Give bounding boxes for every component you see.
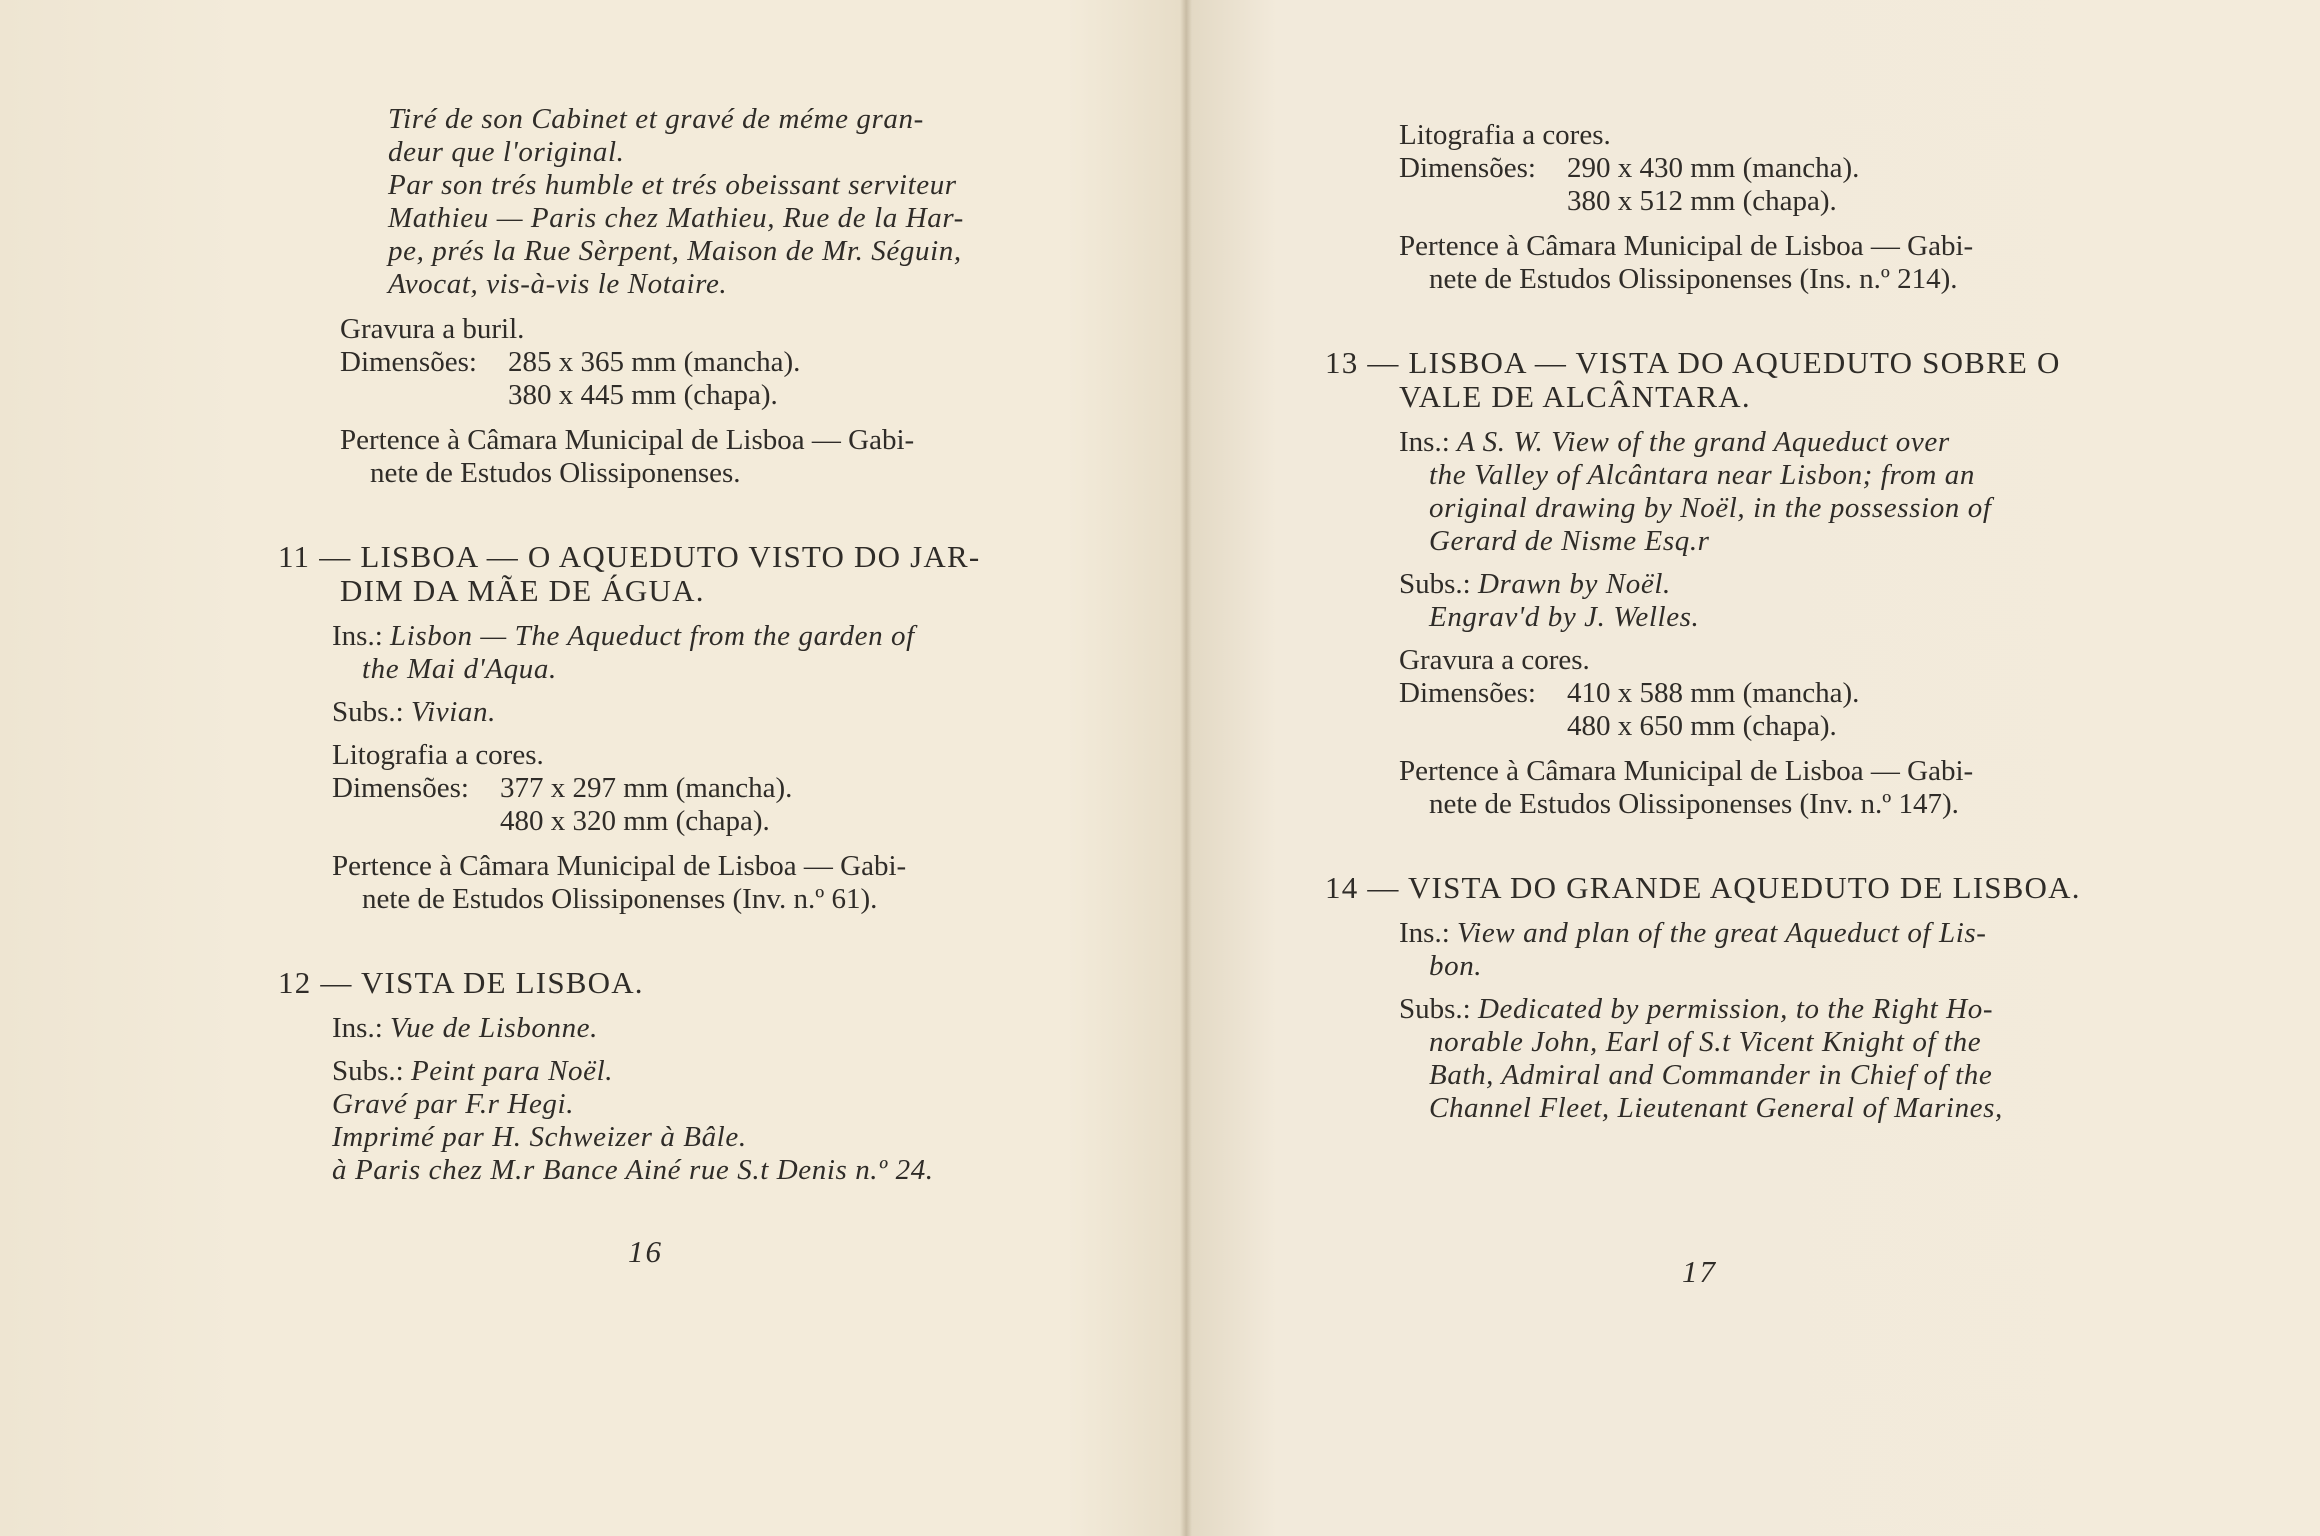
entry-title-line: DIM DA MÃE DE ÁGUA.	[340, 573, 705, 608]
catalogue-entry-13	[1325, 346, 2087, 821]
ins-text: the Valley of Alcântara near Lisbon; from an	[1429, 459, 1975, 491]
catalogue-entry-11	[278, 540, 1040, 916]
owner-line: Pertence à Câmara Municipal de Lisboa — Gabi-	[340, 424, 915, 456]
ins-text: A S. W. View of the grand Aqueduct over	[1457, 426, 1950, 458]
catalogue-entry-12	[278, 966, 1040, 1187]
subs-text: Vivian.	[410, 696, 496, 728]
dimension-mancha: 290 x 430 mm (mancha).	[1567, 152, 1860, 184]
entry-title: VISTA DO GRANDE AQUEDUTO DE LISBOA.	[1407, 870, 2081, 905]
intro-inscription	[340, 103, 1040, 301]
right-page-text	[1325, 119, 2087, 1125]
book-gutter	[1180, 0, 1192, 1536]
subs-text: Gravé par F.r Hegi.	[332, 1088, 575, 1120]
entry-title-line: LISBOA — VISTA DO AQUEDUTO SOBRE O	[1408, 345, 2061, 380]
dimensions	[1399, 677, 2087, 710]
dimension-mancha: 377 x 297 mm (mancha).	[500, 772, 793, 804]
text-line: Tiré de son Cabinet et gravé de méme gran-	[388, 103, 924, 135]
entry-title-line: VALE DE ALCÂNTARA.	[1399, 379, 1751, 414]
dimensions-label: Dimensões:	[340, 346, 477, 378]
ins-label: Ins.:	[1399, 917, 1450, 949]
subs-text: Engrav'd by J. Welles.	[1429, 601, 1700, 633]
dimension-chapa: 380 x 445 mm (chapa).	[508, 379, 778, 411]
entry-heading	[1325, 871, 2087, 905]
text-line: pe, prés la Rue Sèrpent, Maison de Mr. Séguin,	[388, 235, 962, 267]
ins-text: Gerard de Nisme Esq.r	[1429, 525, 1710, 557]
owner-line: Pertence à Câmara Municipal de Lisboa — Gabi-	[1399, 230, 1974, 262]
dimension-chapa: 480 x 320 mm (chapa).	[500, 805, 770, 837]
ins-text: original drawing by Noël, in the possession of	[1429, 492, 1992, 524]
dimensions	[332, 772, 1040, 805]
subs-text: Bath, Admiral and Commander in Chief of the	[1429, 1059, 1993, 1091]
entry-heading	[278, 966, 1040, 1000]
dimensions-label: Dimensões:	[332, 772, 469, 804]
dimensions	[340, 346, 1040, 379]
page-number: 17	[1682, 1254, 1717, 1289]
owner-line: nete de Estudos Olissiponenses.	[370, 457, 741, 489]
dimension-chapa: 380 x 512 mm (chapa).	[1567, 185, 1837, 217]
subs-label: Subs.:	[332, 696, 404, 728]
technique: Gravura a buril.	[340, 313, 525, 345]
subs-text: Drawn by Noël.	[1477, 568, 1671, 600]
page-number: 16	[628, 1234, 663, 1269]
ins-label: Ins.:	[1399, 426, 1450, 458]
entry-heading	[1325, 346, 2087, 380]
catalogue-entry-14	[1325, 871, 2087, 1125]
subs-text: norable John, Earl of S.t Vicent Knight of the	[1429, 1026, 1982, 1058]
technique: Litografia a cores.	[332, 739, 544, 771]
dimension-mancha: 410 x 588 mm (mancha).	[1567, 677, 1860, 709]
owner-line: nete de Estudos Olissiponenses (Ins. n.º 214).	[1429, 263, 1958, 295]
entry-number: 13 —	[1325, 345, 1400, 380]
technique: Litografia a cores.	[1399, 119, 1611, 151]
text-line: Avocat, vis-à-vis le Notaire.	[388, 268, 728, 300]
subs-text: Peint para Noël.	[410, 1055, 614, 1087]
dimensions-label: Dimensões:	[1399, 677, 1536, 709]
ins-text: Lisbon — The Aqueduct from the garden of	[390, 620, 915, 652]
dimensions-label: Dimensões:	[1399, 152, 1536, 184]
text-line: deur que l'original.	[388, 136, 625, 168]
owner-line: nete de Estudos Olissiponenses (Inv. n.º 147).	[1429, 788, 1959, 820]
subs-text: Imprimé par H. Schweizer à Bâle.	[332, 1121, 747, 1153]
ins-label: Ins.:	[332, 620, 383, 652]
subs-label: Subs.:	[332, 1055, 404, 1087]
subs-label: Subs.:	[1399, 568, 1471, 600]
entry-title: VISTA DE LISBOA.	[360, 965, 644, 1000]
technique: Gravura a cores.	[1399, 644, 1590, 676]
subs-text: Dedicated by permission, to the Right Ho-	[1477, 993, 1994, 1025]
entry-title-line: LISBOA — O AQUEDUTO VISTO DO JAR-	[360, 539, 981, 574]
dimension-chapa: 480 x 650 mm (chapa).	[1567, 710, 1837, 742]
owner-line: nete de Estudos Olissiponenses (Inv. n.º 61).	[362, 883, 878, 915]
owner-line: Pertence à Câmara Municipal de Lisboa — Gabi-	[1399, 755, 1974, 787]
entry-heading	[278, 540, 1040, 574]
dimensions	[1399, 152, 2087, 185]
owner-line: Pertence à Câmara Municipal de Lisboa — Gabi-	[332, 850, 907, 882]
ins-label: Ins.:	[332, 1012, 383, 1044]
ins-text: the Mai d'Aqua.	[362, 653, 557, 685]
entry-number: 12 —	[278, 965, 353, 1000]
ins-text: Vue de Lisbonne.	[390, 1012, 598, 1044]
ins-text: bon.	[1429, 950, 1483, 982]
left-page-text	[278, 103, 1040, 1187]
subs-text: Channel Fleet, Lieutenant General of Marines,	[1429, 1092, 2003, 1124]
entry-number: 14 —	[1325, 870, 1400, 905]
dimension-mancha: 285 x 365 mm (mancha).	[508, 346, 801, 378]
text-line: Par son trés humble et trés obeissant serviteur	[388, 169, 957, 201]
ins-text: View and plan of the great Aqueduct of Lis-	[1457, 917, 1987, 949]
subs-label: Subs.:	[1399, 993, 1471, 1025]
text-line: Mathieu — Paris chez Mathieu, Rue de la Har-	[388, 202, 964, 234]
subs-text: à Paris chez M.r Bance Ainé rue S.t Denis n.º 24.	[332, 1154, 934, 1186]
entry-number: 11 —	[278, 539, 352, 574]
